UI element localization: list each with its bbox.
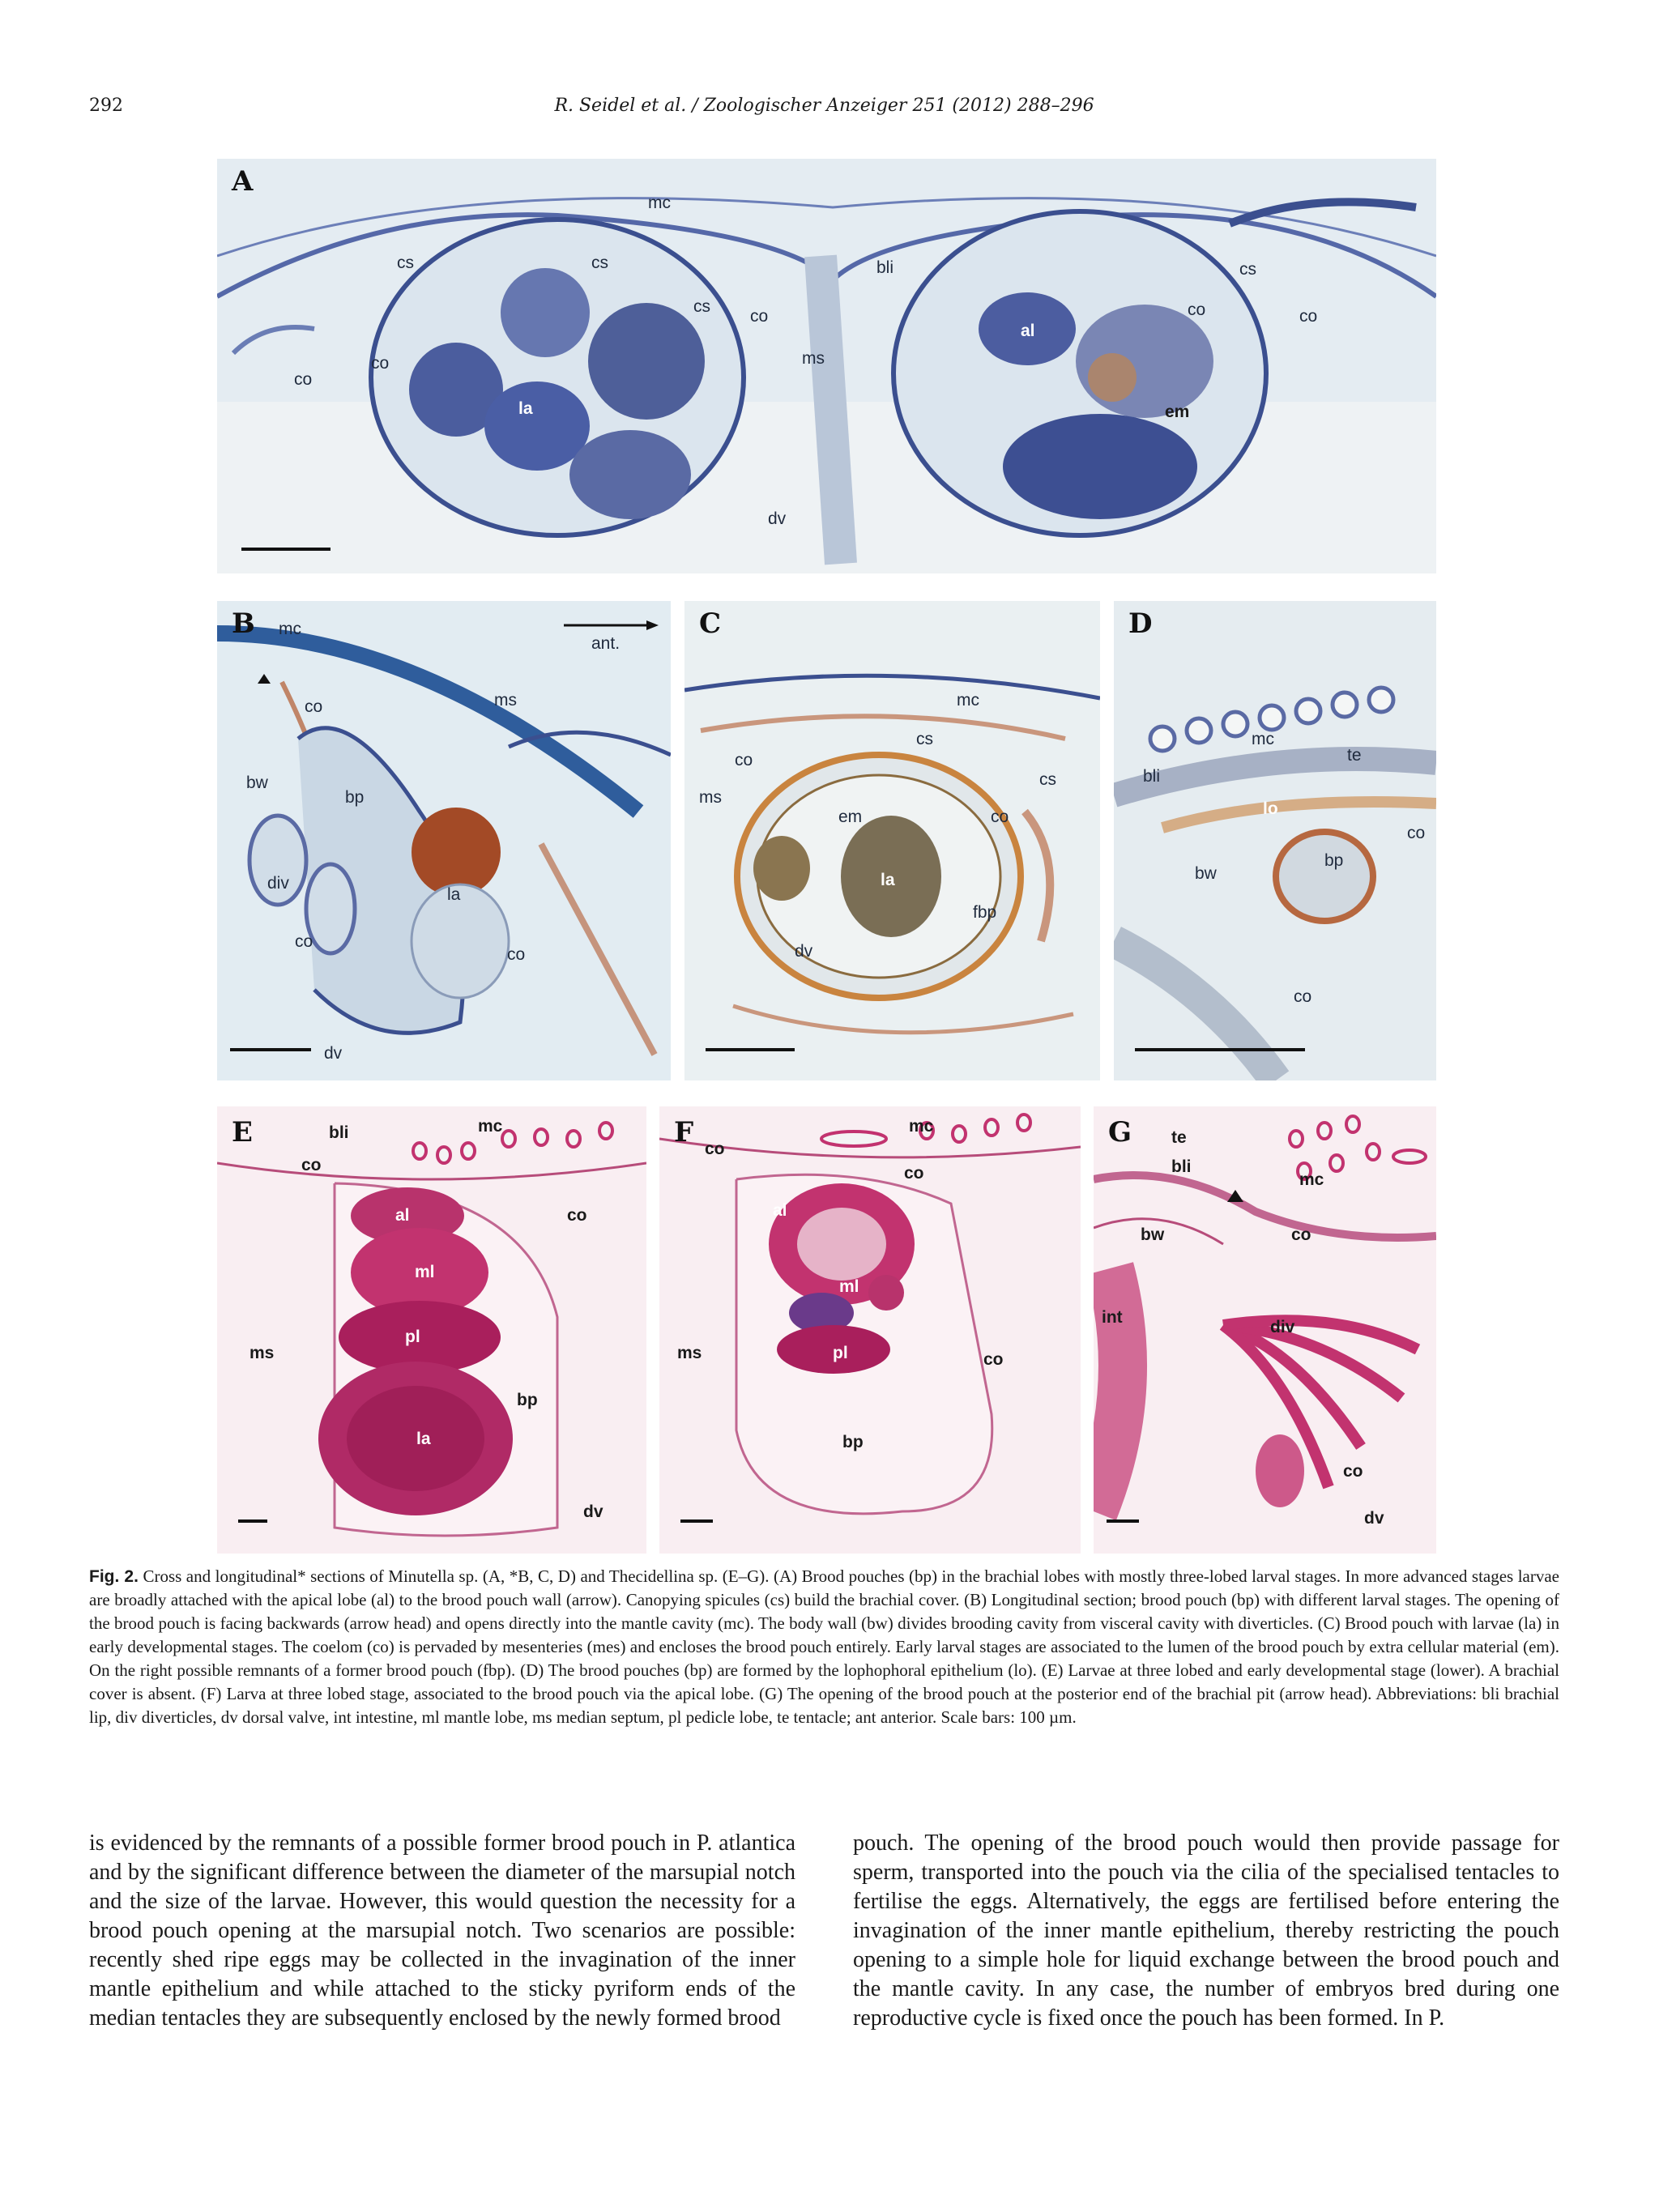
- label-mc: mc: [1299, 1170, 1324, 1189]
- panel-letter: G: [1108, 1116, 1132, 1149]
- label-bw: bw: [1141, 1225, 1165, 1244]
- label-co: co: [294, 370, 313, 389]
- label-cs: cs: [916, 730, 933, 748]
- label-div: div: [1270, 1318, 1295, 1336]
- label-bp: bp: [1324, 851, 1344, 870]
- label-div: div: [267, 874, 289, 893]
- label-ml: ml: [839, 1277, 859, 1296]
- figure-label: Fig. 2.: [89, 1567, 139, 1586]
- label-ms: ms: [802, 349, 825, 368]
- label-al: al: [773, 1201, 787, 1220]
- label-te: te: [1171, 1128, 1187, 1147]
- label-ms: ms: [494, 691, 517, 710]
- panel-letter: B: [232, 607, 255, 640]
- label-cs: cs: [1039, 770, 1056, 789]
- page-number: 292: [89, 96, 123, 116]
- micrograph-b: [217, 601, 671, 1080]
- scale-bar: [238, 1519, 267, 1523]
- label-bw: bw: [246, 774, 268, 792]
- label-co: co: [735, 751, 753, 769]
- figure-panel-c: [684, 601, 1100, 1080]
- figure-panel-f: [659, 1106, 1081, 1554]
- label-em: em: [1165, 403, 1190, 421]
- label-bp: bp: [842, 1433, 864, 1451]
- micrograph-g: [1094, 1106, 1436, 1554]
- label-co: co: [983, 1350, 1004, 1369]
- label-cs: cs: [397, 254, 414, 272]
- label-co: co: [1294, 987, 1312, 1006]
- figure-panel-g: [1094, 1106, 1436, 1554]
- label-bli: bli: [876, 258, 894, 277]
- label-la: la: [881, 871, 895, 889]
- body-column-left: is evidenced by the remnants of a possible former brood pouch in P. atlantica and by the significant difference between the diameter of the marsupial notch and the size of the larvae. However, this would question the necessity for a brood pouch opening at the marsupial notch. Two scenarios are possible: recently shed ripe eggs may be collected in the invagination of the inner mantle epithelium and while attached to the sticky pyriform ends of the median tentacles they are subsequently enclosed by the newly formed brood: [89, 1831, 795, 2031]
- label-co: co: [301, 1156, 322, 1174]
- label-co: co: [1343, 1462, 1363, 1481]
- label-bli: bli: [1171, 1157, 1192, 1176]
- panel-letter: F: [674, 1116, 694, 1149]
- body-column-right: pouch. The opening of the brood pouch would then provide passage for sperm, transported into the pouch via the cilia of the specialised tentacles to fertilise the eggs. Alternatively, the eggs are fertilised before entering the invagination of the inner mantle epithelium, thereby restricting the pouch opening to a simple hole for liquid exchange between the brood pouch and the mantle cavity. In any case, the number of embryos bred during one reproductive cycle is fixed once the pouch has been formed. In P.: [853, 1831, 1559, 2031]
- label-pl: pl: [833, 1344, 848, 1362]
- label-mc: mc: [279, 620, 301, 638]
- label-mc: mc: [478, 1117, 503, 1136]
- label-bw: bw: [1195, 864, 1217, 883]
- figure-panel-a: [217, 159, 1436, 573]
- label-bli: bli: [1143, 767, 1161, 786]
- scale-bar: [680, 1519, 713, 1523]
- figure-panel-d: [1114, 601, 1436, 1080]
- label-co: co: [750, 307, 769, 326]
- label-dv: dv: [795, 942, 813, 961]
- label-ml: ml: [415, 1263, 435, 1281]
- label-ms: ms: [699, 788, 722, 807]
- label-dv: dv: [324, 1044, 343, 1063]
- figure-panel-e: [217, 1106, 646, 1554]
- figure-panel-b: [217, 601, 671, 1080]
- label-int: int: [1102, 1308, 1123, 1327]
- label-co: co: [1407, 824, 1426, 842]
- label-dv: dv: [768, 509, 787, 528]
- label-cs: cs: [693, 297, 710, 316]
- micrograph-f: [659, 1106, 1081, 1554]
- label-co: co: [1299, 307, 1318, 326]
- label-pl: pl: [405, 1328, 420, 1346]
- micrograph-e: [217, 1106, 646, 1554]
- micrograph-a: [217, 159, 1436, 573]
- label-dv: dv: [1364, 1509, 1384, 1528]
- micrograph-c: [684, 601, 1100, 1080]
- label-mc: mc: [957, 691, 979, 710]
- label-cs: cs: [591, 254, 608, 272]
- label-ant: ant.: [591, 634, 621, 653]
- label-co: co: [305, 697, 323, 716]
- label-la: la: [447, 885, 461, 904]
- label-lo: lo: [1263, 799, 1278, 818]
- label-dv: dv: [583, 1502, 603, 1521]
- caption-text: Cross and longitudinal* sections of Minutella sp. (A, *B, C, D) and Thecidellina sp. (E–G). (A) Brood pouches (bp) in the brachial lobes with mostly three-lobed larval stages. In more advanced stages larvae are broadly attached with the apical lobe (al) to the brood pouch wall (arrow). Canopying spicules (cs) build the brachial cover. (B) Longitudinal section; brood pouch (bp) with different larval stages. The opening of the brood pouch is facing backwards (arrow head) and opens directly into the mantle cavity (mc). The body wall (bw) divides brooding cavity from visceral cavity with diverticles. (C) Brood pouch with larvae (la) in early developmental stages. The coelom (co) is pervaded by mesenteries (mes) and encloses the brood pouch entirely. Early larval stages are associated to the lumen of the brood pouch by extra cellular material (em). On the right possible remnants of a former brood pouch (fbp). (D) The brood pouches (bp) are formed by the lophophoral epithelium (lo). (E) Larvae at three lobed and early developmental stage (lower). A brachial cover is absent. (F) Larva at three lobed stage, associated to the brood pouch via the apical lobe. (G) The opening of the brood pouch at the posterior end of the brachial pit (arrow head). Abbreviations: bli brachial lip, div diverticles, dv dorsal valve, int intestine, ml mantle lobe, ms median septum, pl pedicle lobe, te tentacle; ant anterior. Scale bars: 100 µm.: [89, 1566, 1560, 1727]
- label-mc: mc: [909, 1117, 934, 1136]
- label-co: co: [371, 354, 390, 373]
- scale-bar: [241, 548, 331, 551]
- micrograph-d: [1114, 601, 1436, 1080]
- label-co: co: [567, 1206, 587, 1225]
- scale-bar: [230, 1048, 311, 1051]
- label-bp: bp: [517, 1391, 538, 1409]
- label-la: la: [416, 1430, 431, 1448]
- figure-caption: [89, 1565, 1559, 1729]
- running-head: R. Seidel et al. / Zoologischer Anzeiger 251 (2012) 288–296: [554, 96, 1094, 116]
- label-co: co: [507, 945, 526, 964]
- label-al: al: [395, 1206, 410, 1225]
- label-la: la: [518, 399, 533, 418]
- panel-letter: A: [232, 165, 254, 198]
- label-bp: bp: [345, 788, 365, 807]
- label-al: al: [1021, 322, 1035, 340]
- panel-letter: C: [699, 607, 722, 640]
- label-co: co: [1188, 300, 1206, 319]
- label-ms: ms: [249, 1344, 275, 1362]
- running-header: [89, 96, 1559, 128]
- label-te: te: [1347, 746, 1362, 765]
- label-ms: ms: [677, 1344, 702, 1362]
- label-fbp: fbp: [973, 903, 997, 922]
- label-mc: mc: [648, 194, 671, 212]
- label-co: co: [904, 1164, 924, 1183]
- label-bli: bli: [329, 1123, 349, 1142]
- label-co: co: [705, 1140, 725, 1158]
- scale-bar: [706, 1048, 795, 1051]
- label-mc: mc: [1252, 730, 1274, 748]
- scale-bar: [1135, 1048, 1305, 1051]
- label-co: co: [991, 808, 1009, 826]
- panel-letter: E: [232, 1116, 253, 1149]
- label-co: co: [1291, 1225, 1311, 1244]
- panel-letter: D: [1128, 607, 1153, 640]
- label-cs: cs: [1239, 260, 1256, 279]
- label-em: em: [838, 808, 863, 826]
- scale-bar: [1107, 1519, 1139, 1523]
- label-co: co: [295, 932, 313, 951]
